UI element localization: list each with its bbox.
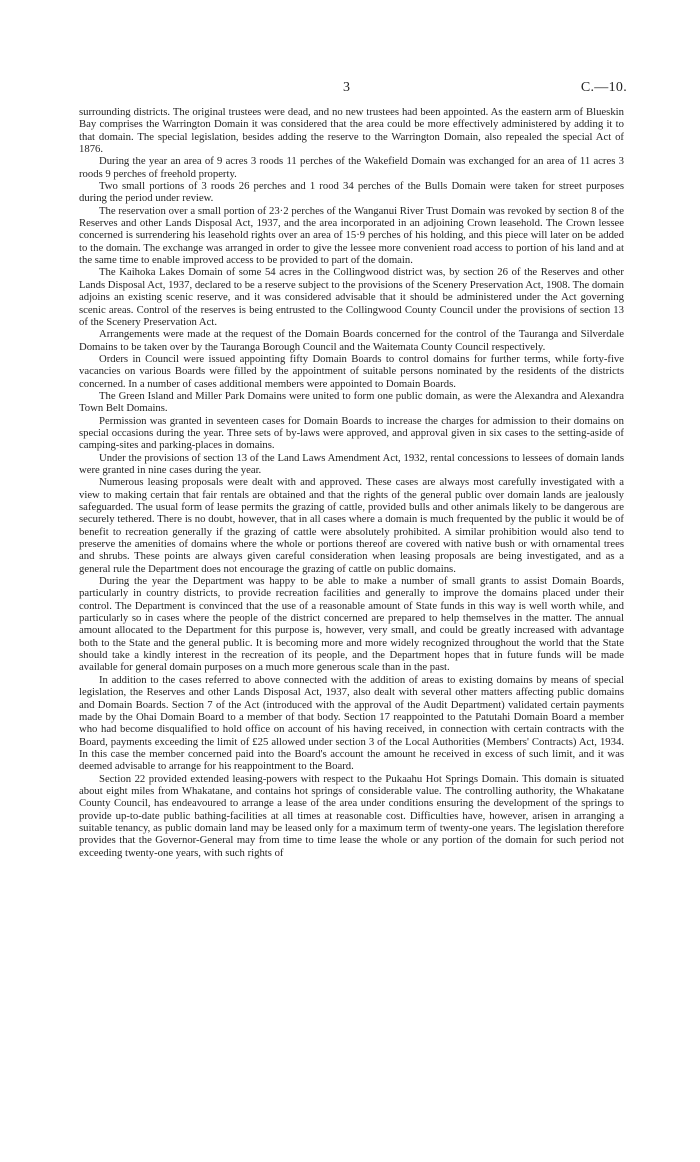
paragraph-admission-charges: Permission was granted in seventeen cases for Domain Boards to increase the charges for admission to their domains on special occasions during the year. Three sets of by-laws were approved, and approval given in six cases to the setting-aside of camping-sites and parking-places in domains. [79,414,624,452]
document-reference: C.—10. [580,80,627,95]
paragraph-bulls-domain: Two small portions of 3 roods 26 perches and 1 rood 34 perches of the Bulls Domain were taken for street purposes during the period under review. [79,180,624,205]
page-number: 3 [343,80,350,95]
paragraph-kaihoka-lakes-domain: The Kaihoka Lakes Domain of some 54 acres in the Collingwood district was, by section 26 of the Reserves and other Lands Disposal Act, 1937, declared to be a reserve subject to the provisions of the Scenery Preservation Act, 1908. The domain adjoins an existing scenic reserve, and it was considered advisable that it should be administered under the Act governing scenic areas. Control of the reserves is being entrusted to the Collingwood County Council under the provisions of section 13 of the Scenery Preservation Act. [79,266,624,328]
paragraph-green-island: The Green Island and Miller Park Domains were united to form one public domain, as were the Alexandra and Alexandra Town Belt Domains. [79,389,624,415]
page-header [0,80,700,100]
paragraph-special-legislation: In addition to the cases referred to above connected with the addition of areas to existing domains by means of special legislation, the Reserves and other Lands Disposal Act, 1937, also dealt with several other matters affecting public domains and Domain Boards. Section 7 of the Act (introduced with the approval of the Audit Department) validated certain payments made by the Ohai Domain Board to a member of that body. Section 17 reappointed to the Patutahi Domain Board a member who had become disqualified to hold office on account of his having received, in connection with certain contracts with the Board, payments exceeding the limit of £25 allowed under section 3 of the Local Authorities (Members' Contracts) Act, 1934. In this case the member concerned paid into the Board's account the amount he received in excess of such limit, and it was deemed advisable to arrange for his reappointment to the Board. [79,673,624,773]
paragraph-rental-concessions: Under the provisions of section 13 of the Land Laws Amendment Act, 1932, rental concessions to lessees of domain lands were granted in nine cases during the year. [79,451,624,476]
paragraph-small-grants: During the year the Department was happy to be able to make a number of small grants to assist Domain Boards, particularly in country districts, to provide recreation facilities and generally to improve the domains placed under their control. The Department is convinced that the use of a reasonable amount of State funds in this way is well worth while, and particularly so in cases where the people of the district concerned are prepared to help themselves in the matter. The annual amount allocated to the Department for this purpose is, however, very small, and could be greatly increased with advantage both to the State and the general public. It is becoming more and more widely recognized throughout the world that the State should take a kindly interest in the recreation of its people, and the Department hopes that in future funds will be made available for general domain purposes on a much more generous scale than in the past. [79,575,624,674]
body-text [79,106,624,859]
paragraph-wakefield-domain: During the year an area of 9 acres 3 roods 11 perches of the Wakefield Domain was exchanged for an area of 11 acres 3 roods 9 perches of freehold property. [79,155,624,180]
paragraph-continuation: surrounding districts. The original trustees were dead, and no new trustees had been appointed. As the eastern arm of Blueskin Bay comprises the Warrington Domain it was considered that the area could be more effectively administered by adding it to that domain. The special legislation, besides adding the reserve to the Warrington Domain, also repealed the special Act of 1876. [79,106,624,156]
paragraph-leasing-proposals: Numerous leasing proposals were dealt with and approved. These cases are always most carefully investigated with a view to making certain that fair rentals are obtained and that the rights of the general public over domain lands are jealously safeguarded. The usual form of lease permits the grazing of cattle, provided bulls and other animals likely to be dangerous are securely tethered. There is no doubt, however, that in all cases where a domain is much frequented by the public it would be of benefit to recreation generally if the grazing of cattle were absolutely prohibited. A similar prohibition would also tend to preserve the amenities of domains where the whole or portions thereof are covered with native bush or with ornamental trees and shrubs. These points are always given careful consideration when leasing proposals are being investigated, and as a general rule the Department does not encourage the grazing of cattle on public domains. [79,476,624,575]
paragraph-wanganui-river-domain: The reservation over a small portion of 23·2 perches of the Wanganui River Trust Domain was revoked by section 8 of the Reserves and other Lands Disposal Act, 1937, and the area incorporated in an adjoining Crown leasehold. The Crown lessee concerned is surrendering his leasehold rights over an area of 15·9 perches of his holding, and this piece will later on be added to the domain. The exchange was arranged in order to give the lessee more convenient road access to portion of his land and at the same time to enable improved access to be provided to part of the domain. [79,204,624,267]
paragraph-orders-in-council: Orders in Council were issued appointing fifty Domain Boards to control domains for further terms, while forty-five vacancies on various Boards were filled by the appointment of suitable persons nominated by the residents of the districts concerned. In a number of cases additional members were appointed to Domain Boards. [79,352,624,390]
paragraph-pukaahu-hot-springs: Section 22 provided extended leasing-powers with respect to the Pukaahu Hot Springs Domain. This domain is situated about eight miles from Whakatane, and contains hot springs of considerable value. The controlling authority, the Whakatane County Council, has endeavoured to arrange a lease of the area under conditions ensuring the development of the springs to provide up-to-date public bathing-facilities at all times at reasonable cost. Difficulties have, however, arisen in arranging a suitable tenancy, as public domain land may be leased only for a maximum term of twenty-one years. The legislation therefore provides that the Governor-General may from time to time lease the whole or any portion of the domain for such period not exceeding twenty-one years, with such rights of [79,772,624,859]
paragraph-tauranga-silverdale: Arrangements were made at the request of the Domain Boards concerned for the control of the Tauranga and Silverdale Domains to be taken over by the Tauranga Borough Council and the Waitemata County Council respectively. [79,328,624,353]
